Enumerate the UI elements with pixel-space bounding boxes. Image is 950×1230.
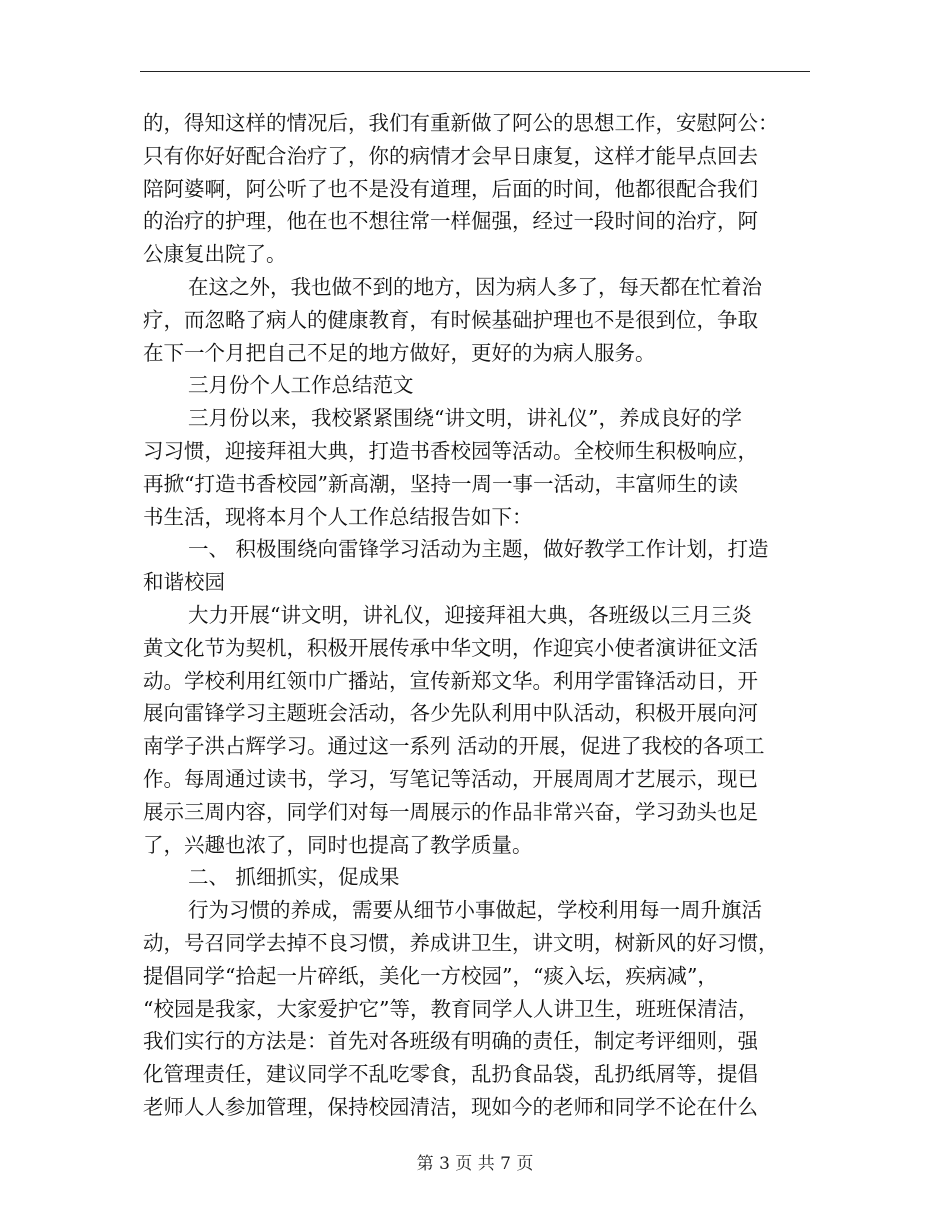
page-footer: 第 3 页 共 7 页 [416, 1154, 534, 1174]
text-line: “校园是我家，大家爱护它”等，教育同学人人讲卫生，班班保清洁， [143, 996, 759, 1021]
document-body [143, 107, 811, 1124]
text-line: 黄文化节为契机，积极开展传承中华文明，作迎宾小使者演讲征文活 [143, 635, 758, 660]
text-line: 二、 抓细抓实，促成果 [188, 865, 400, 890]
text-line: 书生活，现将本月个人工作总结报告如下： [143, 504, 533, 529]
text-line: 老师人人参加管理，保持校园清洁，现如今的老师和同学不论在什么 [143, 1094, 758, 1119]
text-line: 南学子洪占辉学习。通过这一系列 活动的开展，促进了我校的各项工 [143, 734, 765, 759]
text-line: 动。学校利用红领巾广播站，宣传新郑文华。利用学雷锋活动日，开 [143, 668, 758, 693]
text-line: 的治疗的护理，他在也不想往常一样倔强，经过一段时间的治疗，阿 [143, 209, 758, 234]
header-rule [140, 71, 810, 72]
text-line: 疗，而忽略了病人的健康教育，有时候基础护理也不是很到位，争取 [143, 307, 758, 332]
text-line: 行为习惯的养成，需要从细节小事做起，学校利用每一周升旗活 [188, 898, 762, 923]
text-line: 展向雷锋学习主题班会活动，各少先队利用中队活动，积极开展向河 [143, 701, 758, 726]
text-line: 化管理责任，建议同学不乱吃零食，乱扔食品袋，乱扔纸屑等，提倡 [143, 1062, 758, 1087]
text-line: 陪阿婆啊，阿公听了也不是没有道理，后面的时间，他都很配合我们 [143, 176, 758, 201]
text-line: 作。每周通过读书，学习，写笔记等活动，开展周周才艺展示，现已 [143, 766, 758, 791]
text-line: 在下一个月把自己不足的地方做好，更好的为病人服务。 [143, 340, 656, 365]
text-line: 动，号召同学去掉不良习惯，养成讲卫生，讲文明，树新风的好习惯， [143, 930, 779, 955]
text-line: 三月份以来，我校紧紧围绕“讲文明，讲礼仪”，养成良好的学 [188, 406, 742, 431]
text-line: 再掀“打造书香校园”新高潮，坚持一周一事一活动，丰富师生的读 [143, 471, 738, 496]
text-line: 我们实行的方法是：首先对各班级有明确的责任，制定考评细则，强 [143, 1029, 758, 1054]
text-line: 公康复出院了。 [143, 242, 287, 267]
text-line: 三月份个人工作总结范文 [188, 373, 414, 398]
text-line: 展示三周内容，同学们对每一周展示的作品非常兴奋，学习劲头也足 [143, 799, 758, 824]
text-line: 在这之外，我也做不到的地方，因为病人多了，每天都在忙着治 [188, 274, 762, 299]
text-line: 提倡同学“拾起一片碎纸，美化一方校园”，“痰入坛，疾病减”， [143, 963, 718, 988]
text-line: 只有你好好配合治疗了，你的病情才会早日康复，这样才能早点回去 [143, 143, 758, 168]
text-line: 了，兴趣也浓了，同时也提高了教学质量。 [143, 832, 533, 857]
text-line: 和谐校园 [143, 570, 225, 595]
text-line: 一、 积极围绕向雷锋学习活动为主题，做好教学工作计划，打造 [188, 537, 769, 562]
text-line: 大力开展“讲文明，讲礼仪，迎接拜祖大典，各班级以三月三炎 [188, 602, 752, 627]
text-line: 习习惯，迎接拜祖大典，打造书香校园等活动。全校师生积极响应， [143, 438, 758, 463]
text-line: 的，得知这样的情况后，我们有重新做了阿公的思想工作，安慰阿公： [143, 111, 779, 135]
